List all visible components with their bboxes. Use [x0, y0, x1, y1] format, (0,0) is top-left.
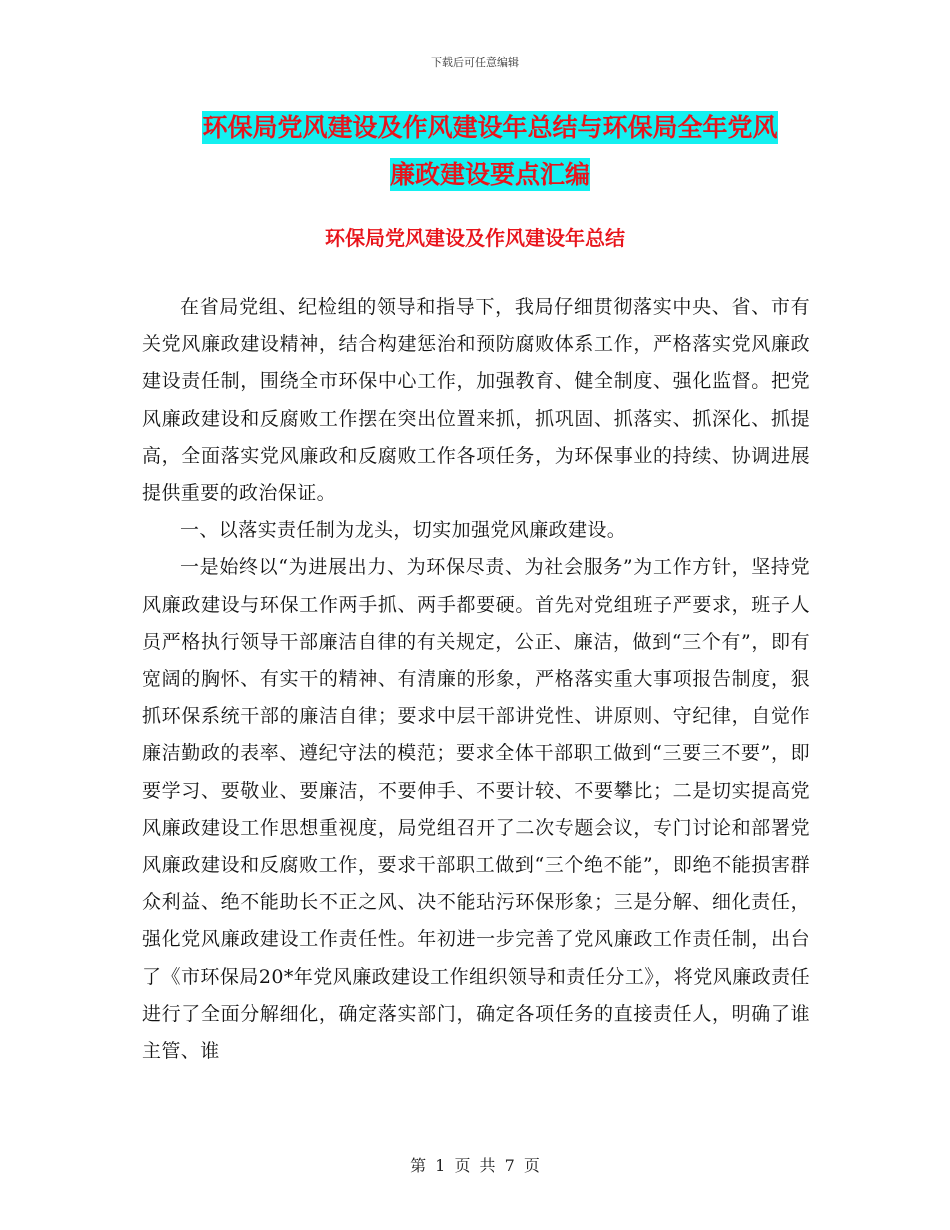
paragraph-heading: 一、以落实责任制为龙头，切实加强党风廉政建设。	[180, 519, 627, 542]
document-title-line1: 环保局党风建设及作风建设年总结与环保局全年党风	[202, 113, 778, 142]
document-title	[140, 104, 840, 198]
document-title-line2: 廉政建设要点汇编	[389, 160, 590, 189]
document-body	[142, 289, 810, 1070]
paragraph: 一是始终以“为进展出力、为环保尽责、为社会服务”为工作方针，坚持党风廉政建设与环保工作两手抓、两手都要硬。首先对党组班子严要求，班子人员严格执行领导干部廉洁自律的有关规定，公正、廉洁，做到“三个有”，即有宽阔的胸怀、有实干的精神、有清廉的形象，严格落实重大事项报告制度，狠抓环保系统干部的廉洁自律；要求中层干部讲党性、讲原则、守纪律，自觉作廉洁勤政的表率、遵纪守法的模范；要求全体干部职工做到“三要三不要”，即要学习、要敬业、要廉洁，不要伸手、不要计较、不要攀比；二是切实提高党风廉政建设工作思想重视度，局党组召开了二次专题会议，专门讨论和部署党风廉政建设和反腐败工作，要求干部职工做到“三个绝不能”，即绝不能损害群众利益、绝不能助长不正之风、决不能玷污环保形象；三是分解、细化责任，强化党风廉政建设工作责任性。年初进一步完善了党风廉政工作责任制，出台了《市环保局20*年党风廉政建设工作组织领导和责任分工》，将党风廉政责任进行了全面分解细化，确定落实部门，确定各项任务的直接责任人，明确了谁主管、谁	[142, 556, 810, 1063]
paragraph: 在省局党组、纪检组的领导和指导下，我局仔细贯彻落实中央、省、市有关党风廉政建设精神，结合构建惩治和预防腐败体系工作，严格落实党风廉政建设责任制，围绕全市环保中心工作，加强教育、健全制度、强化监督。把党风廉政建设和反腐败工作摆在突出位置来抓，抓巩固、抓落实、抓深化、抓提高，全面落实党风廉政和反腐败工作各项任务，为环保事业的持续、协调进展提供重要的政治保证。	[142, 296, 810, 505]
section-title: 环保局党风建设及作风建设年总结	[325, 226, 625, 250]
header-note: 下载后可任意编辑	[431, 56, 519, 69]
page-number: 第 1 页 共 7 页	[410, 1156, 540, 1175]
